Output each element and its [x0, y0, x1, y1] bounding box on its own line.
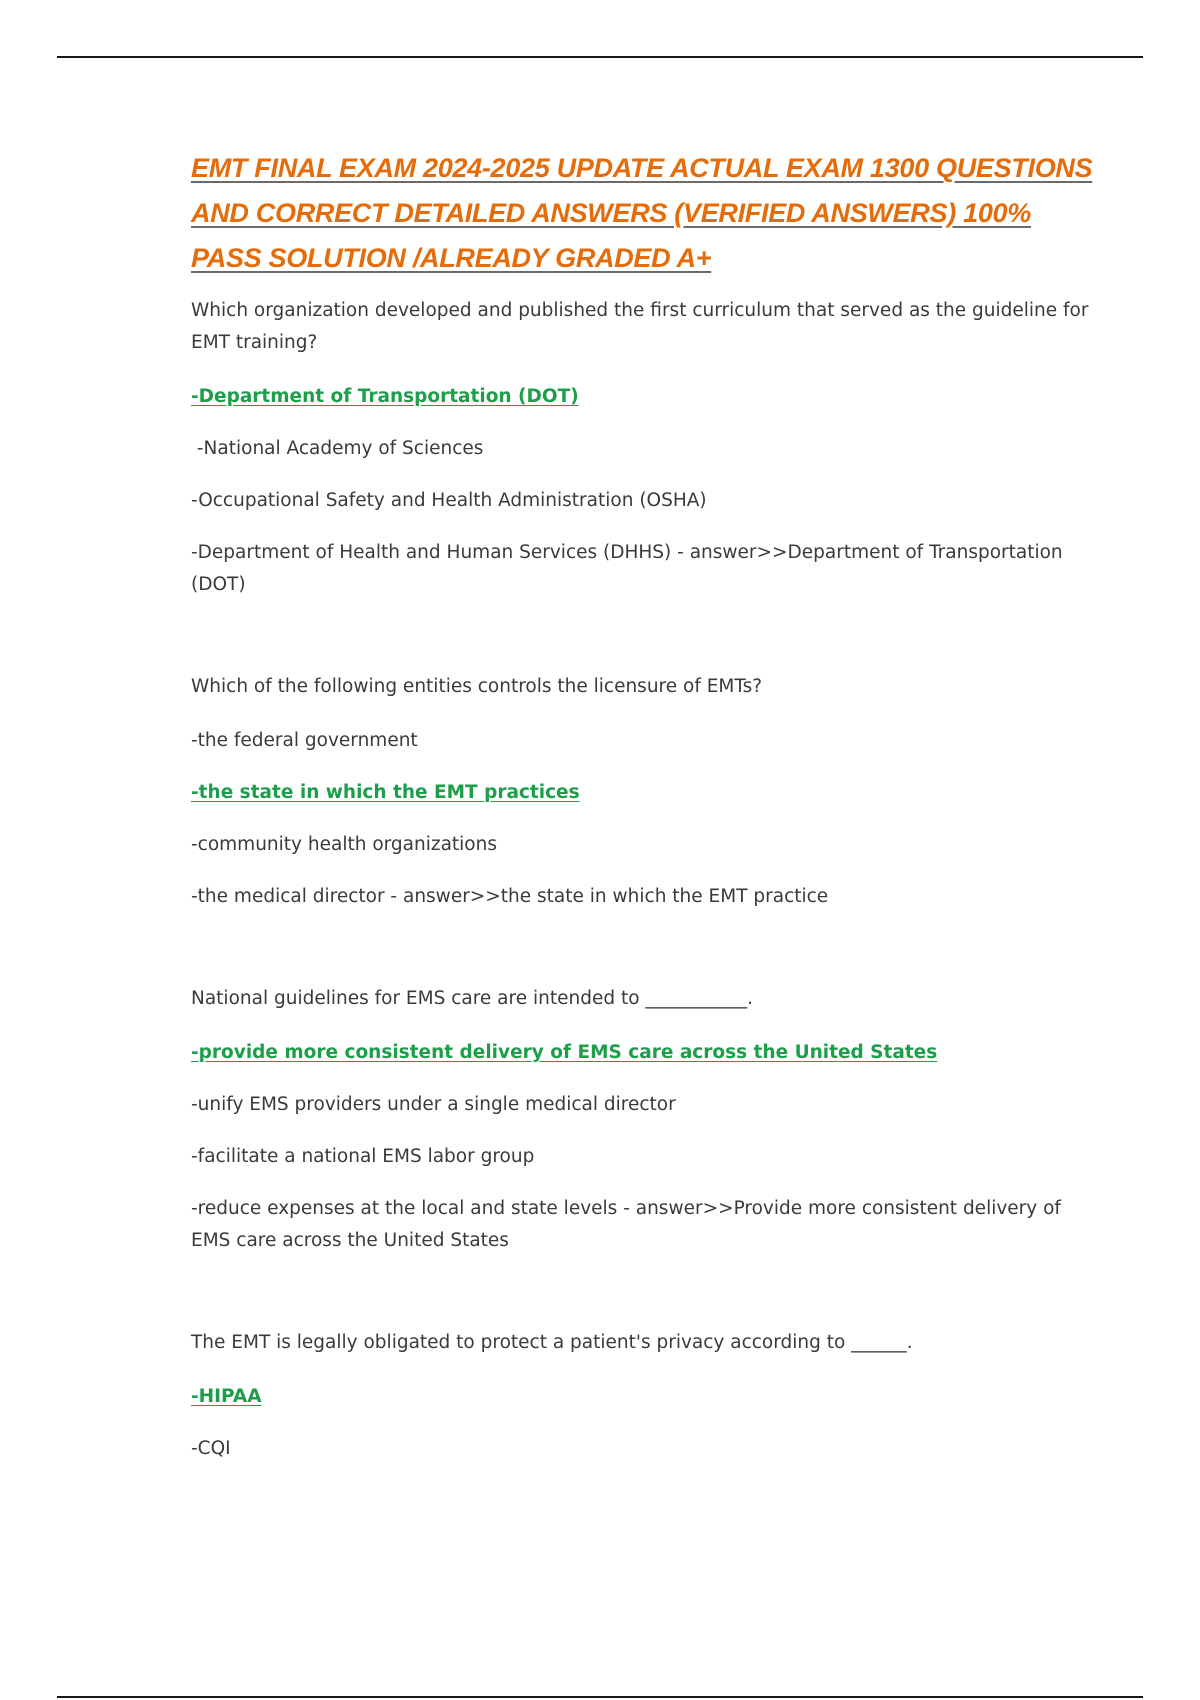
- answer-option: -the federal government: [191, 730, 418, 751]
- answer-option: -community health organizations: [191, 834, 497, 855]
- answer-option: -facilitate a national EMS labor group: [191, 1146, 535, 1167]
- question-block: [191, 671, 1096, 913]
- question-block: [191, 1327, 1096, 1465]
- answer-option: -the medical director - answer>>the state in which the EMT practice: [191, 886, 829, 907]
- question-text: Which organization developed and published the first curriculum that served as the guideline for EMT training?: [191, 300, 1089, 353]
- document-title: EMT FINAL EXAM 2024-2025 UPDATE ACTUAL EXAM 1300 QUESTIONS AND CORRECT DETAILED ANSWERS (VERIFIED ANSWERS) 100% PASS SOLUTION /ALREADY GRADED A+: [191, 153, 1093, 273]
- correct-answer-option: -Department of Transportation (DOT): [191, 386, 579, 407]
- question-block: [191, 295, 1096, 601]
- answer-option: -unify EMS providers under a single medical director: [191, 1094, 676, 1115]
- correct-answer-option: -the state in which the EMT practices: [191, 782, 580, 803]
- question-block: [191, 983, 1096, 1257]
- correct-answer-option: -HIPAA: [191, 1386, 262, 1407]
- document-body: [191, 146, 1096, 1535]
- answer-option: -Department of Health and Human Services (DHHS) - answer>>Department of Transportation (DOT): [191, 542, 1063, 595]
- answer-option: -reduce expenses at the local and state levels - answer>>Provide more consistent delivery of EMS care across the United States: [191, 1198, 1061, 1251]
- page-bottom-rule: [57, 1696, 1143, 1698]
- answer-option: -National Academy of Sciences: [191, 438, 484, 459]
- answer-option: -CQI: [191, 1438, 231, 1459]
- answer-option: -Occupational Safety and Health Administration (OSHA): [191, 490, 707, 511]
- question-text: Which of the following entities controls the licensure of EMTs?: [191, 676, 763, 697]
- correct-answer-option: -provide more consistent delivery of EMS care across the United States: [191, 1042, 938, 1063]
- page-top-rule: [57, 56, 1143, 58]
- question-text: The EMT is legally obligated to protect a patient's privacy according to ______.: [191, 1332, 913, 1353]
- question-text: National guidelines for EMS care are intended to ___________.: [191, 988, 754, 1009]
